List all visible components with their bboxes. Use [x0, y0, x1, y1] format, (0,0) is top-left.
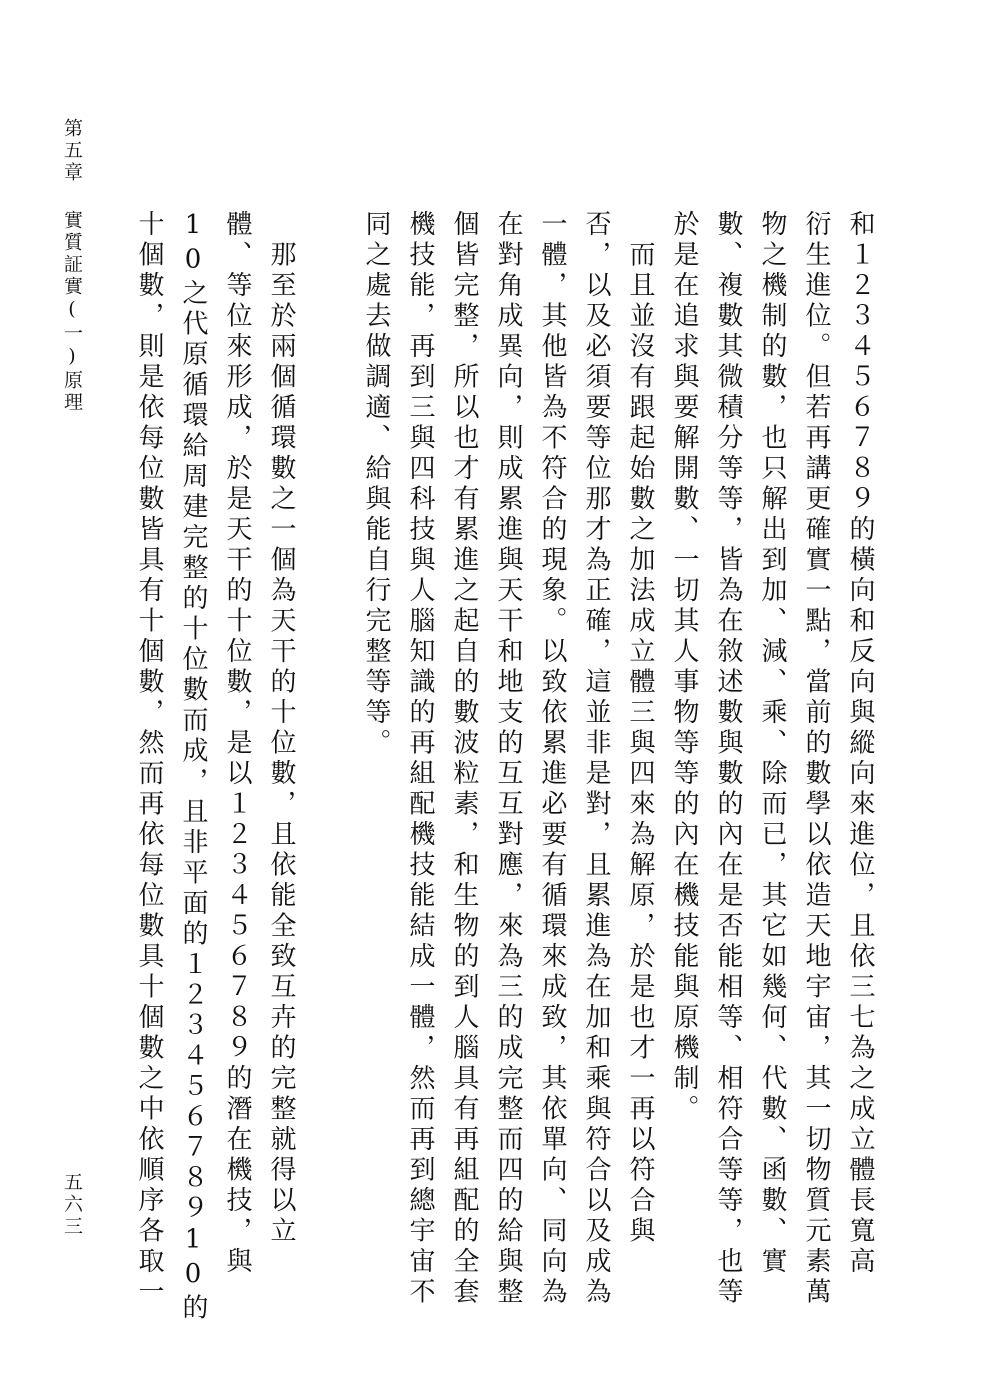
- text-column: 同之處去做調適、給與能自行完整等等。: [361, 210, 391, 759]
- text-column: 衍生進位。但若再講更確實一點，當前的數學以依造天地宇宙，其一切物質元素萬: [801, 210, 831, 1308]
- text-column: 十個數，則是依每位數皆具有十個數，然而再依每位數具十個數之中依順序各取一: [134, 210, 164, 1308]
- text-column: 在對角成異向，則成累進與天干和地支的互互對應，來為三的成完整而四的給與整: [493, 210, 523, 1308]
- text-column: 那至於兩個循環數之一個為天干的十位數，且依能全致互卉的完整就得以立: [266, 210, 296, 1247]
- text-column: 於是在追求與要解開數、一切其人事物等等的內在機技能與原機制。: [669, 210, 699, 1125]
- chapter-label: 第五章: [61, 118, 83, 184]
- text-column: 一體，其他皆為不符合的現象。以致依累進必要有循環來成致，其依單向、同向為: [537, 210, 567, 1308]
- text-column: 10之代原循環給周建完整的十位數而成，且非平面的１２３４５６７８９10的: [178, 210, 208, 1324]
- page-number: 五六三: [61, 1172, 83, 1238]
- text-column: 機技能，再到三與四科技與人腦知識的再組配機技能結成一體，然而再到總宇宙不: [405, 210, 435, 1308]
- paragraph-gap: [308, 210, 348, 1330]
- text-column: 而且並沒有跟起始數之加法成立體三與四來為解原，於是也才一再以符合與: [625, 210, 655, 1247]
- text-column: 數、複數其微積分等等，皆為在敘述數與數的內在是否能相等、相符合等等，也等: [713, 210, 743, 1308]
- text-column: 個皆完整，所以也才有累進之起自的數波粒素，和生物的到人腦具有再組配的全套: [449, 210, 479, 1308]
- text-column: 體、等位來形成，於是天干的十位數，是以１２３４５６７８９的潛在機技，與: [222, 210, 252, 1278]
- text-column: 否，以及必須要等位那才為正確，這並非是對，且累進為在加和乘與符合以及成為: [581, 210, 611, 1308]
- text-column: 和１２３４５６７８９的橫向和反向與縱向來進位，且依三七為之成立體長寬高: [845, 210, 875, 1278]
- body-text: [116, 210, 876, 1330]
- running-head: [59, 118, 86, 414]
- section-title: 實質証實(一)原理: [61, 210, 83, 414]
- text-column: 物之機制的數，也只解出到加、減、乘、除而已，其它如幾何、代數、函數、實: [757, 210, 787, 1278]
